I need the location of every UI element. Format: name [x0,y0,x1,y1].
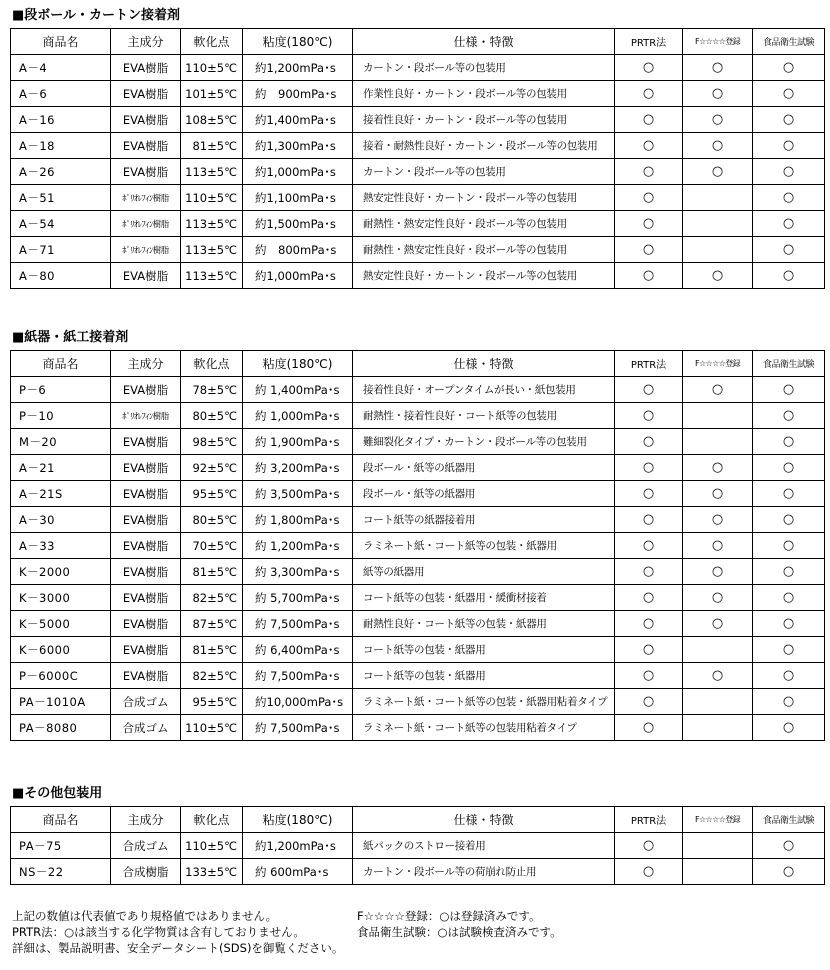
food-test-mark: ○ [753,159,825,185]
viscosity: 約 600mPa･s [243,859,353,885]
table-row [11,185,825,211]
food-test-mark: ○ [753,689,825,715]
product-name: NS－22 [11,859,111,885]
table-row [11,859,825,885]
fstar-mark [683,637,753,663]
softening-point: 95±5℃ [181,481,243,507]
header-viscosity: 粘度(180℃) [243,351,353,377]
fstar-mark [683,185,753,211]
main-component: EVA樹脂 [111,507,181,533]
spec-table [10,806,825,885]
viscosity: 約 7,500mPa･s [243,715,353,741]
product-name: A－4 [11,55,111,81]
prtr-mark: ○ [615,377,683,403]
table-row [11,833,825,859]
spec-features: 耐熱性良好・コート紙等の包装・紙器用 [353,611,615,637]
product-name: A－51 [11,185,111,211]
viscosity: 約1,100mPa･s [243,185,353,211]
product-name: P－10 [11,403,111,429]
spec-features: 難細裂化タイプ・カートン・段ボール等の包装用 [353,429,615,455]
table-row [11,133,825,159]
product-name: A－16 [11,107,111,133]
header-viscosity: 粘度(180℃) [243,807,353,833]
food-test-mark: ○ [753,663,825,689]
header-softening: 軟化点 [181,29,243,55]
product-name: K－6000 [11,637,111,663]
viscosity: 約 1,800mPa･s [243,507,353,533]
table-row [11,455,825,481]
softening-point: 81±5℃ [181,133,243,159]
header-spec: 仕様・特徴 [353,807,615,833]
header-row [11,351,825,377]
header-fstar: F☆☆☆☆登録 [683,807,753,833]
viscosity: 約 5,700mPa･s [243,585,353,611]
main-component: EVA樹脂 [111,107,181,133]
main-component: ﾎﾟﾘｵﾚﾌｨﾝ樹脂 [111,211,181,237]
viscosity: 約1,000mPa･s [243,159,353,185]
softening-point: 82±5℃ [181,663,243,689]
spec-features: 紙等の紙器用 [353,559,615,585]
food-test-mark: ○ [753,403,825,429]
table-row [11,377,825,403]
header-fstar: F☆☆☆☆登録 [683,351,753,377]
product-name: PA－75 [11,833,111,859]
product-name: K－2000 [11,559,111,585]
food-test-mark: ○ [753,107,825,133]
fstar-mark [683,859,753,885]
viscosity: 約 7,500mPa･s [243,611,353,637]
prtr-mark: ○ [615,689,683,715]
product-name: K－3000 [11,585,111,611]
food-test-mark: ○ [753,455,825,481]
product-name: A－80 [11,263,111,289]
table-row [11,637,825,663]
fstar-mark: ○ [683,377,753,403]
viscosity: 約 800mPa･s [243,237,353,263]
table-row [11,107,825,133]
food-test-mark: ○ [753,211,825,237]
food-test-mark: ○ [753,237,825,263]
header-row [11,29,825,55]
spec-features: 耐熱性・接着性良好・コート紙等の包装用 [353,403,615,429]
table-row [11,81,825,107]
softening-point: 95±5℃ [181,689,243,715]
prtr-mark: ○ [615,211,683,237]
prtr-mark: ○ [615,611,683,637]
header-name: 商品名 [11,29,111,55]
spec-features: 作業性良好・カートン・段ボール等の包装用 [353,81,615,107]
food-test-mark: ○ [753,833,825,859]
fstar-mark: ○ [683,559,753,585]
food-test-mark: ○ [753,185,825,211]
header-name: 商品名 [11,807,111,833]
viscosity: 約 1,200mPa･s [243,533,353,559]
product-name: A－33 [11,533,111,559]
food-test-mark: ○ [753,715,825,741]
prtr-mark: ○ [615,133,683,159]
food-test-mark: ○ [753,377,825,403]
main-component: EVA樹脂 [111,133,181,159]
spec-features: 熱安定性良好・カートン・段ボール等の包装用 [353,263,615,289]
main-component: EVA樹脂 [111,55,181,81]
table-row [11,403,825,429]
fstar-mark [683,211,753,237]
prtr-mark: ○ [615,237,683,263]
main-component: 合成ゴム [111,833,181,859]
softening-point: 113±5℃ [181,211,243,237]
fstar-mark: ○ [683,507,753,533]
viscosity: 約 1,000mPa･s [243,403,353,429]
spec-features: ラミネート紙・コート紙等の包装用粘着タイプ [353,715,615,741]
header-food: 食品衛生試験 [753,807,825,833]
product-name: A－26 [11,159,111,185]
viscosity: 約 7,500mPa･s [243,663,353,689]
softening-point: 110±5℃ [181,833,243,859]
fstar-mark: ○ [683,533,753,559]
viscosity: 約 3,200mPa･s [243,455,353,481]
softening-point: 113±5℃ [181,159,243,185]
softening-point: 70±5℃ [181,533,243,559]
viscosity: 約1,400mPa･s [243,107,353,133]
header-name: 商品名 [11,351,111,377]
prtr-mark: ○ [615,585,683,611]
viscosity: 約1,200mPa･s [243,55,353,81]
fstar-mark [683,833,753,859]
prtr-mark: ○ [615,859,683,885]
food-test-mark: ○ [753,859,825,885]
softening-point: 81±5℃ [181,637,243,663]
softening-point: 80±5℃ [181,507,243,533]
food-test-mark: ○ [753,637,825,663]
table-row [11,585,825,611]
main-component: EVA樹脂 [111,377,181,403]
table-row [11,507,825,533]
food-test-mark: ○ [753,507,825,533]
fstar-mark: ○ [683,663,753,689]
product-name: PA－8080 [11,715,111,741]
header-prtr: PRTR法 [615,807,683,833]
spec-features: 段ボール・紙等の紙器用 [353,481,615,507]
product-name: A－18 [11,133,111,159]
table-row [11,533,825,559]
viscosity: 約1,000mPa･s [243,263,353,289]
prtr-mark: ○ [615,663,683,689]
product-name: P－6000C [11,663,111,689]
header-softening: 軟化点 [181,351,243,377]
viscosity: 約 3,300mPa･s [243,559,353,585]
viscosity: 約 3,500mPa･s [243,481,353,507]
prtr-mark: ○ [615,533,683,559]
food-test-mark: ○ [753,533,825,559]
main-component: ﾎﾟﾘｵﾚﾌｨﾝ樹脂 [111,185,181,211]
fstar-mark: ○ [683,55,753,81]
viscosity: 約 900mPa･s [243,81,353,107]
fstar-mark: ○ [683,107,753,133]
fstar-mark [683,237,753,263]
table-row [11,429,825,455]
product-name: A－6 [11,81,111,107]
spec-features: コート紙等の包装・紙器用 [353,663,615,689]
header-prtr: PRTR法 [615,351,683,377]
prtr-mark: ○ [615,455,683,481]
main-component: EVA樹脂 [111,429,181,455]
fstar-mark [683,689,753,715]
food-test-mark: ○ [753,429,825,455]
header-fstar: F☆☆☆☆登録 [683,29,753,55]
fstar-mark: ○ [683,585,753,611]
fstar-mark [683,403,753,429]
product-name: A－54 [11,211,111,237]
softening-point: 101±5℃ [181,81,243,107]
spec-features: 耐熱性・熱安定性良好・段ボール等の包装用 [353,237,615,263]
header-food: 食品衛生試験 [753,351,825,377]
viscosity: 約1,300mPa･s [243,133,353,159]
header-component: 主成分 [111,29,181,55]
spec-features: 接着・耐熱性良好・カートン・段ボール等の包装用 [353,133,615,159]
prtr-mark: ○ [615,833,683,859]
spec-features: カートン・段ボール等の包装用 [353,55,615,81]
spec-features: 紙パックのストロー接着用 [353,833,615,859]
table-row [11,263,825,289]
header-spec: 仕様・特徴 [353,29,615,55]
spec-features: ラミネート紙・コート紙等の包装・紙器用粘着タイプ [353,689,615,715]
softening-point: 110±5℃ [181,185,243,211]
fstar-mark: ○ [683,611,753,637]
note-line: PRTR法：○は該当する化学物質は含有しておりません。 [12,925,305,939]
softening-point: 110±5℃ [181,55,243,81]
main-component: EVA樹脂 [111,637,181,663]
fstar-mark [683,429,753,455]
table-row [11,237,825,263]
viscosity: 約1,200mPa･s [243,833,353,859]
softening-point: 113±5℃ [181,263,243,289]
main-component: EVA樹脂 [111,159,181,185]
viscosity: 約10,000mPa･s [243,689,353,715]
header-component: 主成分 [111,807,181,833]
main-component: 合成ゴム [111,689,181,715]
softening-point: 87±5℃ [181,611,243,637]
table-row [11,611,825,637]
food-test-mark: ○ [753,585,825,611]
header-row [11,807,825,833]
softening-point: 78±5℃ [181,377,243,403]
fstar-mark: ○ [683,455,753,481]
food-test-mark: ○ [753,559,825,585]
fstar-mark: ○ [683,159,753,185]
spec-features: 段ボール・紙等の紙器用 [353,455,615,481]
note-line: 詳細は、製品説明書、安全データシート(SDS)を御覧ください。 [12,941,344,955]
fstar-mark: ○ [683,81,753,107]
spec-features: コート紙等の包装・紙器用 [353,637,615,663]
main-component: 合成ゴム [111,715,181,741]
food-test-mark: ○ [753,481,825,507]
product-name: A－21 [11,455,111,481]
spec-features: コート紙等の紙器接着用 [353,507,615,533]
viscosity: 約 1,900mPa･s [243,429,353,455]
product-name: A－30 [11,507,111,533]
food-test-mark: ○ [753,133,825,159]
header-viscosity: 粘度(180℃) [243,29,353,55]
header-softening: 軟化点 [181,807,243,833]
food-test-mark: ○ [753,81,825,107]
table-row [11,715,825,741]
prtr-mark: ○ [615,81,683,107]
food-test-mark: ○ [753,611,825,637]
main-component: ﾎﾟﾘｵﾚﾌｨﾝ樹脂 [111,237,181,263]
softening-point: 81±5℃ [181,559,243,585]
prtr-mark: ○ [615,263,683,289]
note-line: 食品衛生試験：○は試験検査済みです。 [357,925,562,939]
main-component: EVA樹脂 [111,81,181,107]
main-component: EVA樹脂 [111,533,181,559]
softening-point: 80±5℃ [181,403,243,429]
main-component: EVA樹脂 [111,455,181,481]
fstar-mark: ○ [683,481,753,507]
product-name: M－20 [11,429,111,455]
note-line: 上記の数値は代表値であり規格値ではありません。 [12,909,278,923]
fstar-mark [683,715,753,741]
spec-features: カートン・段ボール等の荷崩れ防止用 [353,859,615,885]
viscosity: 約 1,400mPa･s [243,377,353,403]
spec-features: 熱安定性良好・カートン・段ボール等の包装用 [353,185,615,211]
main-component: EVA樹脂 [111,263,181,289]
prtr-mark: ○ [615,185,683,211]
softening-point: 110±5℃ [181,715,243,741]
fstar-mark: ○ [683,133,753,159]
softening-point: 82±5℃ [181,585,243,611]
softening-point: 92±5℃ [181,455,243,481]
prtr-mark: ○ [615,429,683,455]
section-title: ■段ボール・カートン接着剤 [12,8,181,23]
product-name: A－71 [11,237,111,263]
table-row [11,159,825,185]
header-food: 食品衛生試験 [753,29,825,55]
spec-features: 耐熱性・熱安定性良好・段ボール等の包装用 [353,211,615,237]
product-name: A－21S [11,481,111,507]
viscosity: 約 6,400mPa･s [243,637,353,663]
header-spec: 仕様・特徴 [353,351,615,377]
prtr-mark: ○ [615,403,683,429]
header-component: 主成分 [111,351,181,377]
table-row [11,689,825,715]
spec-features: カートン・段ボール等の包装用 [353,159,615,185]
prtr-mark: ○ [615,715,683,741]
food-test-mark: ○ [753,55,825,81]
spec-features: ラミネート紙・コート紙等の包装・紙器用 [353,533,615,559]
table-row [11,55,825,81]
header-prtr: PRTR法 [615,29,683,55]
spec-features: 接着性良好・オープンタイムが長い・紙包装用 [353,377,615,403]
table-row [11,663,825,689]
viscosity: 約1,500mPa･s [243,211,353,237]
main-component: EVA樹脂 [111,663,181,689]
spec-features: 接着性良好・カートン・段ボール等の包装用 [353,107,615,133]
spec-table [10,350,825,741]
softening-point: 133±5℃ [181,859,243,885]
prtr-mark: ○ [615,637,683,663]
prtr-mark: ○ [615,55,683,81]
spec-features: コート紙等の包装・紙器用・緩衝材接着 [353,585,615,611]
softening-point: 98±5℃ [181,429,243,455]
product-name: P－6 [11,377,111,403]
table-row [11,211,825,237]
prtr-mark: ○ [615,481,683,507]
prtr-mark: ○ [615,559,683,585]
softening-point: 108±5℃ [181,107,243,133]
prtr-mark: ○ [615,107,683,133]
fstar-mark: ○ [683,263,753,289]
main-component: ﾎﾟﾘｵﾚﾌｨﾝ樹脂 [111,403,181,429]
main-component: 合成樹脂 [111,859,181,885]
section-title: ■その他包装用 [12,786,103,801]
main-component: EVA樹脂 [111,559,181,585]
table-row [11,481,825,507]
softening-point: 113±5℃ [181,237,243,263]
main-component: EVA樹脂 [111,611,181,637]
product-name: PA－1010A [11,689,111,715]
note-line: F☆☆☆☆登録：○は登録済みです。 [357,909,541,923]
main-component: EVA樹脂 [111,585,181,611]
prtr-mark: ○ [615,507,683,533]
section-title: ■紙器・紙工接着剤 [12,330,129,345]
main-component: EVA樹脂 [111,481,181,507]
food-test-mark: ○ [753,263,825,289]
spec-table [10,28,825,289]
product-name: K－5000 [11,611,111,637]
prtr-mark: ○ [615,159,683,185]
table-row [11,559,825,585]
